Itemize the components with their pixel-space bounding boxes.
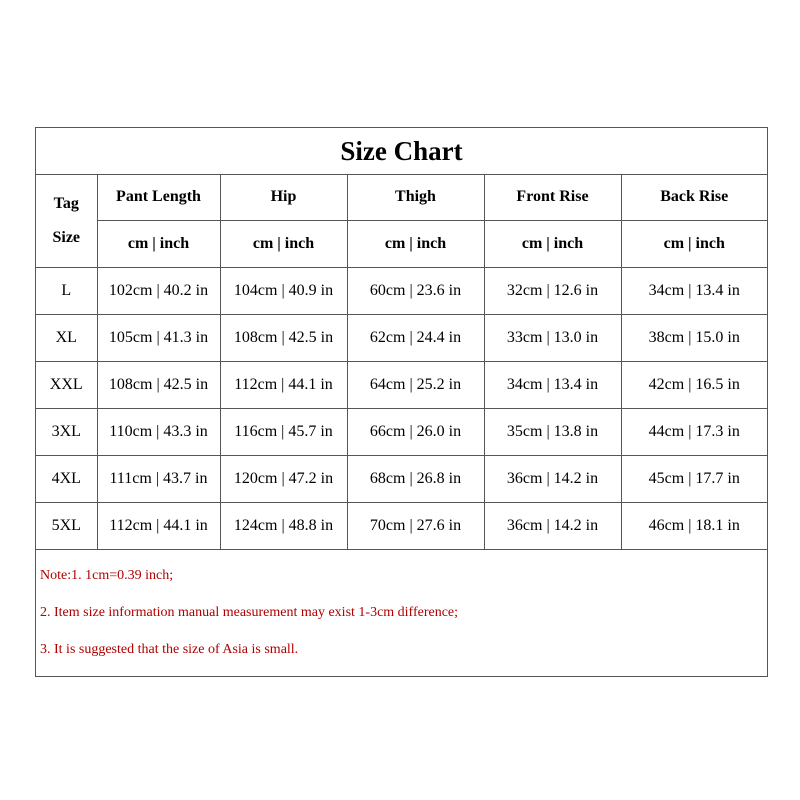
table-cell: 112cm | 44.1 in [220, 362, 347, 409]
table-row [36, 362, 767, 409]
column-header-row [36, 174, 767, 221]
size-table [36, 174, 767, 550]
table-cell: 35cm | 13.8 in [484, 409, 621, 456]
table-cell: 44cm | 17.3 in [621, 409, 767, 456]
table-cell: 60cm | 23.6 in [347, 268, 484, 315]
table-row [36, 503, 767, 550]
size-cell: L [36, 268, 97, 315]
unit-header-row [36, 221, 767, 268]
table-cell: 34cm | 13.4 in [484, 362, 621, 409]
table-cell: 108cm | 42.5 in [97, 362, 220, 409]
table-cell: 104cm | 40.9 in [220, 268, 347, 315]
table-cell: 112cm | 44.1 in [97, 503, 220, 550]
table-cell: 110cm | 43.3 in [97, 409, 220, 456]
table-cell: 45cm | 17.7 in [621, 456, 767, 503]
table-cell: 124cm | 48.8 in [220, 503, 347, 550]
unit-label: cm | inch [484, 221, 621, 268]
table-cell: 66cm | 26.0 in [347, 409, 484, 456]
chart-title: Size Chart [36, 128, 767, 175]
table-row [36, 315, 767, 362]
table-cell: 70cm | 27.6 in [347, 503, 484, 550]
table-cell: 62cm | 24.4 in [347, 315, 484, 362]
table-row [36, 268, 767, 315]
table-cell: 120cm | 47.2 in [220, 456, 347, 503]
note-2: 2. Item size information manual measurement may exist 1-3cm difference; [40, 605, 459, 620]
table-cell: 102cm | 40.2 in [97, 268, 220, 315]
table-cell: 105cm | 41.3 in [97, 315, 220, 362]
table-cell: 33cm | 13.0 in [484, 315, 621, 362]
column-header-hip: Hip [220, 174, 347, 221]
table-cell: 38cm | 15.0 in [621, 315, 767, 362]
table-cell: 34cm | 13.4 in [621, 268, 767, 315]
table-cell: 116cm | 45.7 in [220, 409, 347, 456]
size-chart [35, 127, 768, 677]
size-cell: 4XL [36, 456, 97, 503]
tag-size-header [36, 174, 97, 268]
column-header-back-rise: Back Rise [621, 174, 767, 221]
unit-label: cm | inch [621, 221, 767, 268]
tag-label: Tag [53, 194, 79, 212]
table-cell: 64cm | 25.2 in [347, 362, 484, 409]
column-header-pant-length: Pant Length [97, 174, 220, 221]
size-cell: 5XL [36, 503, 97, 550]
table-cell: 36cm | 14.2 in [484, 503, 621, 550]
table-cell: 36cm | 14.2 in [484, 456, 621, 503]
table-cell: 111cm | 43.7 in [97, 456, 220, 503]
table-cell: 46cm | 18.1 in [621, 503, 767, 550]
table-row [36, 456, 767, 503]
size-cell: XL [36, 315, 97, 362]
table-cell: 108cm | 42.5 in [220, 315, 347, 362]
table-cell: 42cm | 16.5 in [621, 362, 767, 409]
size-cell: 3XL [36, 409, 97, 456]
unit-label: cm | inch [220, 221, 347, 268]
unit-label: cm | inch [347, 221, 484, 268]
column-header-thigh: Thigh [347, 174, 484, 221]
size-label: Size [52, 228, 81, 246]
column-header-front-rise: Front Rise [484, 174, 621, 221]
table-cell: 68cm | 26.8 in [347, 456, 484, 503]
size-cell: XXL [36, 362, 97, 409]
table-cell: 32cm | 12.6 in [484, 268, 621, 315]
note-3: 3. It is suggested that the size of Asia is small. [40, 642, 299, 657]
table-row [36, 409, 767, 456]
unit-label: cm | inch [97, 221, 220, 268]
note-1: Note:1. 1cm=0.39 inch; [40, 568, 174, 583]
